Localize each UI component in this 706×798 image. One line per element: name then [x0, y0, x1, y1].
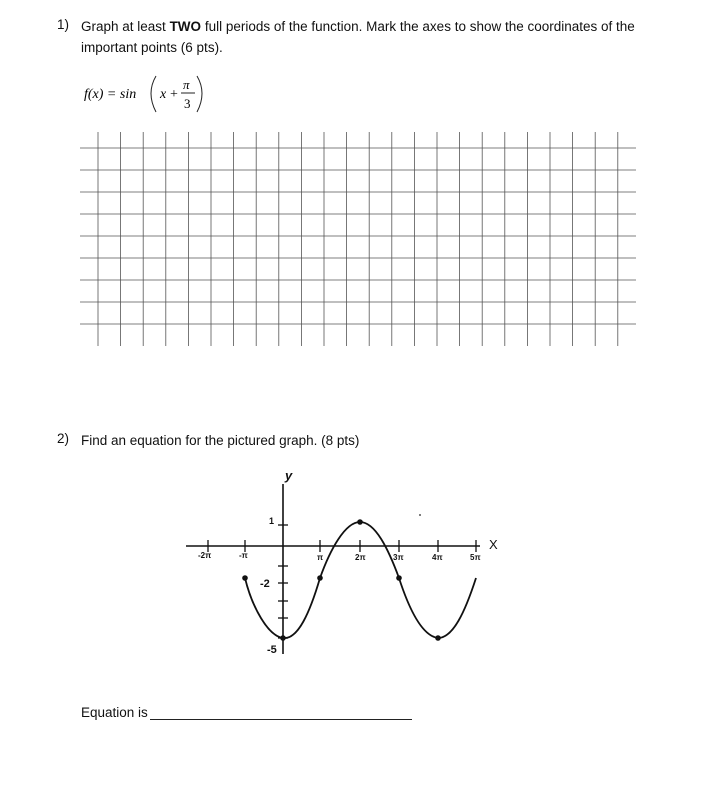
question-1-text-pre: Graph at least: [81, 19, 170, 34]
label-x-pi: π: [317, 553, 324, 562]
point-min-1: [280, 635, 286, 641]
formula-denominator: 3: [184, 96, 191, 111]
question-1-text-post: full periods of the function. Mark the axes to show the coordinates of the: [201, 19, 635, 34]
label-y-one: 1: [269, 516, 275, 526]
label-y-neg2: -2: [260, 578, 270, 590]
formula-x: x: [160, 87, 167, 102]
pictured-graph: [180, 462, 510, 667]
point-mid-1: [317, 575, 323, 581]
question-1-text: [81, 16, 681, 58]
question-1-text-line2: important points (6 pts).: [81, 40, 223, 55]
label-x-3pi: 3π: [393, 553, 404, 562]
label-x-5pi: 5π: [470, 553, 481, 562]
stray-dot: [419, 514, 421, 516]
point-mid-2: [396, 575, 402, 581]
function-formula: [84, 72, 214, 122]
point-min-2: [435, 635, 441, 641]
formula-left-paren: [151, 76, 156, 112]
answer-label: Equation is: [81, 705, 148, 720]
formula-plus: +: [170, 87, 178, 102]
label-y-axis: y: [285, 468, 293, 483]
label-y-neg5: -5: [267, 644, 277, 656]
formula-right-paren: [197, 76, 202, 112]
point-max: [357, 519, 363, 525]
label-x-neg2pi: -2π: [198, 551, 212, 560]
label-x-4pi: 4π: [432, 553, 443, 562]
formula-numerator: π: [183, 77, 190, 92]
point-start: [242, 575, 248, 581]
formula-lhs: f(x) = sin: [84, 87, 137, 102]
sinusoid-curve: [245, 522, 476, 638]
question-1-number: 1): [57, 17, 70, 32]
label-x-axis: X: [489, 537, 498, 552]
label-x-2pi: 2π: [355, 553, 366, 562]
answer-blank-line[interactable]: [150, 719, 412, 720]
question-2-text: Find an equation for the pictured graph. (8 pts): [81, 433, 360, 448]
label-x-negpi: -π: [239, 551, 248, 560]
question-1-text-bold: TWO: [169, 19, 202, 34]
question-2-number: 2): [57, 431, 70, 446]
graphing-grid: [80, 128, 636, 355]
